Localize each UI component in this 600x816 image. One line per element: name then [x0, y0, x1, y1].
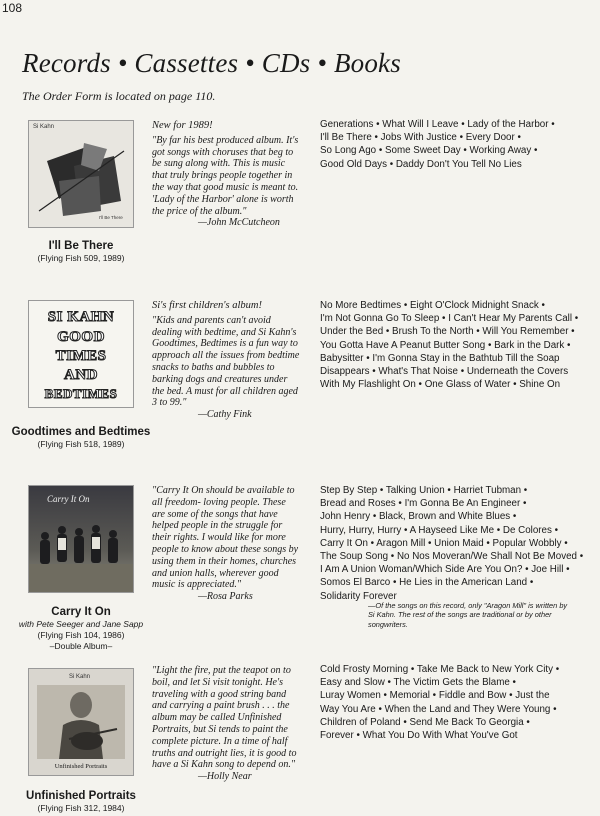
song-line: Children of Poland • Send Me Back To Georgia •	[320, 716, 530, 728]
song-line: John Henry • Black, Brown and White Blues •	[320, 511, 517, 523]
song-line: Babysitter • I'm Gonna Stay in the Bathtub Till the Soap	[320, 352, 560, 364]
song-line: The Soup Song • No Nos Moveran/We Shall Not Be Moved •	[320, 551, 584, 563]
page-title: Records • Cassettes • CDs • Books	[22, 48, 401, 78]
song-list-footnote: —Of the songs on this record, only "Aragon Mill" is written by Si Kahn. The rest of the songs are traditional or by other songwriters.	[368, 601, 568, 629]
cover-artist-label: Si Kahn	[33, 124, 55, 130]
cover-title-label: I'll Be There	[99, 215, 123, 220]
cover-title-label: Carry It On	[47, 494, 90, 504]
album-cover	[28, 120, 134, 228]
song-line: So Long Ago • Some Sweet Day • Working Away •	[320, 145, 538, 157]
order-form-note: The Order Form is located on page 110.	[22, 89, 216, 103]
cover-title-label: Unfinished Portraits	[54, 763, 108, 770]
song-line: Generations • What Will I Leave • Lady of the Harbor •	[320, 119, 555, 130]
review-heading: Si's first children's album!	[152, 300, 262, 311]
song-line: Way You Are • When the Land and They Were Young •	[320, 703, 557, 715]
album-cover	[28, 668, 134, 776]
cover-artist-label: SI KAHN	[47, 309, 115, 325]
review-text: "By far his best produced album. It's got songs with choruses that beg to be sung along with. This is music that truly brings people together in the way that good music is meant to. 'Lady of the Harbor' alone is worth the price of the album."	[152, 134, 299, 217]
review-text: "Carry It On should be available to all freedom- loving people. These are some of the songs that have helped people in the struggle for their rights. I would like for more people to know about these songs by using them in their homes, churches and union halls, wherever good music is appreciated."	[152, 485, 299, 591]
album-title: Goodtimes and Bedtimes	[11, 426, 151, 438]
song-line: Hurry, Hurry, Hurry • A Hayseed Like Me • De Colores •	[320, 524, 559, 536]
review-quote	[152, 120, 300, 229]
album-caption	[0, 605, 162, 652]
cover-portrait-illustration	[29, 669, 133, 775]
album-title: Unfinished Portraits	[26, 790, 136, 802]
song-line: Carry It On • Aragon Mill • Union Maid • Popular Wobbly •	[320, 537, 568, 549]
cover-title-word: GOOD	[57, 329, 105, 345]
song-list	[320, 663, 600, 742]
song-line: I Am A Union Woman/Which Side Are You On? • Joe Hill •	[320, 564, 570, 576]
song-line: With My Flashlight On • One Glass of Water • Shine On	[320, 379, 561, 391]
song-line: Easy and Slow • The Victim Gets the Blame •	[320, 677, 516, 689]
album-title: Carry It On	[51, 606, 111, 618]
cover-art-illustration	[29, 121, 133, 227]
song-line: Disappears • What's That Noise • Underneath the Covers	[320, 366, 569, 378]
review-author: —Holly Near	[198, 771, 252, 783]
cover-title-word: BEDTIMES	[44, 386, 118, 401]
song-list	[320, 484, 600, 603]
page-number: 108	[2, 1, 23, 15]
album-catalog-info: (Flying Fish 518, 1989)	[37, 439, 125, 449]
song-line: Bread and Roses • I'm Gonna Be An Engineer •	[320, 498, 527, 510]
song-line: You Gotta Have A Peanut Butter Song • Bark in the Dark •	[320, 339, 571, 351]
album-title: I'll Be There	[48, 240, 114, 252]
review-heading: New for 1989!	[152, 120, 213, 131]
review-quote	[152, 300, 300, 421]
album-catalog-info: (Flying Fish 104, 1986)	[37, 630, 125, 640]
album-cover	[28, 485, 134, 593]
review-quote	[152, 665, 300, 783]
song-list	[320, 118, 600, 171]
song-line: Forever • What You Do With What You've Got	[320, 730, 518, 742]
album-format-note: –Double Album–	[49, 641, 113, 651]
album-caption	[0, 425, 162, 450]
song-line: Somos El Barco • He Lies in the American Land •	[320, 577, 534, 589]
review-author: —Cathy Fink	[198, 409, 252, 421]
album-cover	[28, 300, 134, 408]
song-line: Luray Women • Memorial • Fiddle and Bow • Just the	[320, 690, 550, 702]
song-line: Under the Bed • Brush To the North • Will You Remember •	[320, 326, 575, 338]
song-line: I'm Not Gonna Go To Sleep • I Can't Hear My Parents Call •	[320, 313, 579, 325]
song-line: Cold Frosty Morning • Take Me Back to New York City •	[320, 664, 560, 675]
cover-title-word: TIMES	[55, 348, 107, 364]
review-author: —John McCutcheon	[198, 217, 280, 229]
review-text: "Kids and parents can't avoid dealing with bedtime, and Si Kahn's Goodtimes, Bedtimes is a fun way to approach all the issues from bedtime snacks to baths and bubbles to barking dogs and creatures under the bed. A must for all children aged 3 to 99."	[152, 314, 300, 409]
song-line: Solidarity Forever	[320, 590, 397, 602]
album-caption	[0, 239, 162, 264]
song-line: Step By Step • Talking Union • Harriet Tubman •	[320, 485, 528, 496]
cover-artist-label: Si Kahn	[69, 674, 91, 680]
song-line: I'll Be There • Jobs With Justice • Every Door •	[320, 132, 521, 144]
song-list	[320, 299, 600, 391]
song-line: Good Old Days • Daddy Don't You Tell No Lies	[320, 158, 522, 170]
review-author: —Rosa Parks	[198, 591, 253, 603]
review-text: "Light the fire, put the teapot on to boil, and let Si visit tonight. He's traveling with a good string band and carrying a paint brush . . . the album may be called Unfinished Portraits, but Si tends to paint the complete picture. In a time of half truths and outright lies, it is good to have a Si Kahn song to depend on."	[152, 665, 297, 771]
cover-title-word: AND	[64, 367, 98, 383]
review-quote	[152, 485, 300, 603]
album-collaborators: with Pete Seeger and Jane Sapp	[18, 619, 144, 629]
album-catalog-info: (Flying Fish 312, 1984)	[37, 803, 125, 813]
album-catalog-info: (Flying Fish 509, 1989)	[37, 253, 125, 263]
cover-photo-group-of-people	[29, 486, 133, 592]
song-line: No More Bedtimes • Eight O'Clock Midnight Snack •	[320, 300, 545, 311]
album-caption	[0, 789, 162, 814]
